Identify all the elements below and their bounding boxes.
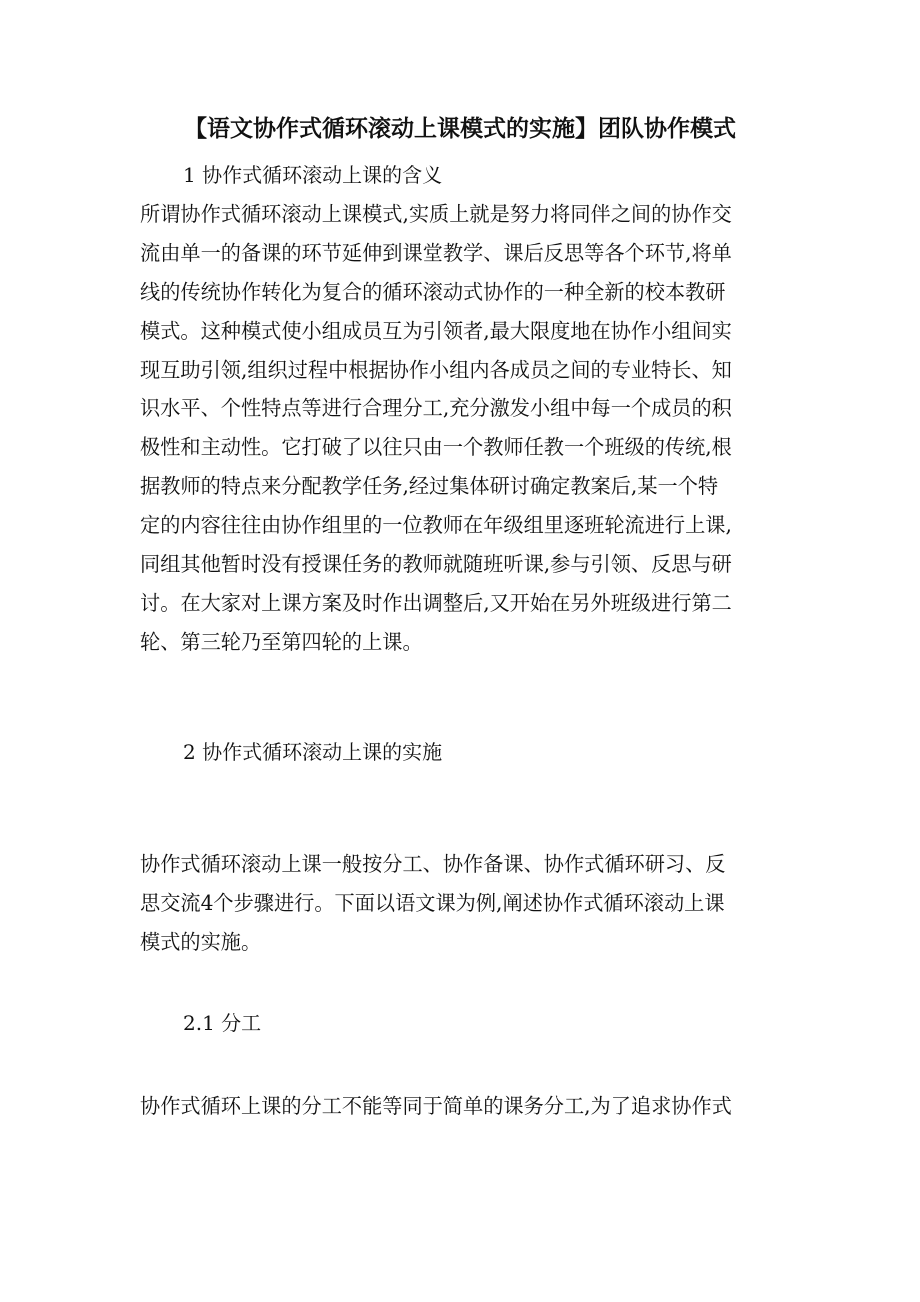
- paragraph-line: 定的内容往往由协作组里的一位教师在年级组里逐班轮流进行上课,: [140, 513, 732, 538]
- paragraph-line: 模式。这种模式使小组成员互为引领者,最大限度地在协作小组间实: [140, 318, 732, 343]
- paragraph-line: 现互助引领,组织过程中根据协作小组内各成员之间的专业特长、知: [140, 357, 732, 382]
- paragraph-line: 思交流4个步骤进行。下面以语文课为例,阐述协作式循环滚动上课: [140, 890, 725, 915]
- paragraph-line: 模式的实施。: [140, 929, 262, 954]
- paragraph-line: 讨。在大家对上课方案及时作出调整后,又开始在另外班级进行第二: [140, 590, 732, 615]
- paragraph-line: 流由单一的备课的环节延伸到课堂教学、课后反思等各个环节,将单: [140, 240, 732, 265]
- paragraph-line: 轮、第三轮乃至第四轮的上课。: [140, 629, 423, 654]
- section-2-1-paragraph: [140, 1087, 780, 1126]
- paragraph-line: 识水平、个性特点等进行合理分工,充分激发小组中每一个成员的积: [140, 396, 732, 421]
- paragraph-line: 协作式循环上课的分工不能等同于简单的课务分工,为了追求协作式: [140, 1094, 732, 1118]
- section-2-paragraph: [140, 845, 780, 962]
- section-heading-2-1: 2.1 分工: [183, 1011, 262, 1035]
- document-title: 【语文协作式循环滚动上课模式的实施】团队协作模式: [184, 115, 736, 142]
- paragraph-line: 极性和主动性。它打破了以往只由一个教师任教一个班级的传统,根: [140, 435, 732, 460]
- paragraph-line: 线的传统协作转化为复合的循环滚动式协作的一种全新的校本教研: [140, 279, 726, 304]
- paragraph-line: 同组其他暂时没有授课任务的教师就随班听课,参与引领、反思与研: [140, 552, 732, 577]
- paragraph-line: 据教师的特点来分配教学任务,经过集体研讨确定教案后,某一个特: [140, 474, 719, 499]
- paragraph-line: 协作式循环滚动上课一般按分工、协作备课、协作式循环研习、反: [140, 852, 726, 876]
- section-heading-1: 1 协作式循环滚动上课的含义: [183, 163, 443, 187]
- section-1-paragraph: [140, 195, 780, 662]
- section-heading-2: 2 协作式循环滚动上课的实施: [183, 740, 443, 764]
- paragraph-line: 所谓协作式循环滚动上课模式,实质上就是努力将同伴之间的协作交: [140, 202, 732, 226]
